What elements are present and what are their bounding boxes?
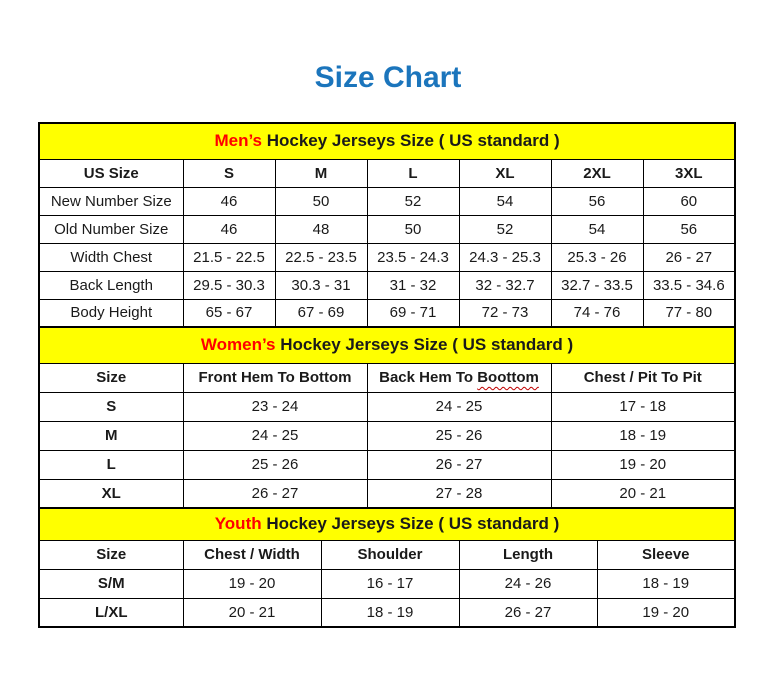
column-header: Size: [39, 363, 183, 392]
mens-section-title-accent: Men’s: [214, 131, 262, 151]
column-header: Front Hem To Bottom: [183, 363, 367, 392]
table-row: [39, 215, 735, 243]
mens-section-title: [39, 123, 735, 159]
cell: 56: [551, 187, 643, 215]
cell: 67 - 69: [275, 299, 367, 327]
cell: 26 - 27: [459, 598, 597, 627]
column-header: 2XL: [551, 159, 643, 187]
cell: 24.3 - 25.3: [459, 243, 551, 271]
womens-column-header-row: [39, 363, 735, 392]
table-row: [39, 569, 735, 598]
row-label: L: [39, 450, 183, 479]
cell: 50: [367, 215, 459, 243]
womens-section-title-rest: Hockey Jerseys Size ( US standard ): [275, 335, 574, 355]
cell: 24 - 25: [367, 392, 551, 421]
column-header: Size: [39, 540, 183, 569]
womens-section-title: [39, 327, 735, 363]
page-title: Size Chart: [314, 61, 462, 94]
youth-column-header-row: [39, 540, 735, 569]
column-header: Shoulder: [321, 540, 459, 569]
row-label: L/XL: [39, 598, 183, 627]
cell: 65 - 67: [183, 299, 275, 327]
column-header: L: [367, 159, 459, 187]
table-row: [39, 392, 735, 421]
womens-section-title-accent: Women’s: [200, 335, 276, 355]
row-label: Width Chest: [39, 243, 183, 271]
back-hem-prefix: Back Hem To: [379, 369, 478, 386]
youth-section-title-rest: Hockey Jerseys Size ( US standard ): [261, 514, 560, 534]
cell: 32.7 - 33.5: [551, 271, 643, 299]
cell: 19 - 20: [551, 450, 735, 479]
cell: 69 - 71: [367, 299, 459, 327]
youth-section-title: [39, 508, 735, 540]
womens-section-header-row: [39, 327, 735, 363]
cell: 32 - 32.7: [459, 271, 551, 299]
cell: 17 - 18: [551, 392, 735, 421]
cell: 25.3 - 26: [551, 243, 643, 271]
column-header: M: [275, 159, 367, 187]
cell: 52: [459, 215, 551, 243]
cell: 60: [643, 187, 735, 215]
cell: 27 - 28: [367, 479, 551, 508]
row-label: Old Number Size: [39, 215, 183, 243]
cell: 19 - 20: [597, 598, 735, 627]
cell: 25 - 26: [183, 450, 367, 479]
table-row: [39, 187, 735, 215]
cell: 26 - 27: [643, 243, 735, 271]
mens-section-title-rest: Hockey Jerseys Size ( US standard ): [262, 131, 560, 151]
cell: 24 - 26: [459, 569, 597, 598]
cell: 25 - 26: [367, 421, 551, 450]
column-header-back-hem: [367, 363, 551, 392]
column-header: Length: [459, 540, 597, 569]
youth-size-table: [38, 507, 736, 628]
column-header: Sleeve: [597, 540, 735, 569]
cell: 29.5 - 30.3: [183, 271, 275, 299]
cell: 31 - 32: [367, 271, 459, 299]
table-row: [39, 450, 735, 479]
cell: 52: [367, 187, 459, 215]
cell: 30.3 - 31: [275, 271, 367, 299]
cell: 21.5 - 22.5: [183, 243, 275, 271]
cell: 22.5 - 23.5: [275, 243, 367, 271]
row-label: Body Height: [39, 299, 183, 327]
cell: 33.5 - 34.6: [643, 271, 735, 299]
cell: 20 - 21: [183, 598, 321, 627]
cell: 24 - 25: [183, 421, 367, 450]
cell: 18 - 19: [321, 598, 459, 627]
table-row: [39, 271, 735, 299]
cell: 23.5 - 24.3: [367, 243, 459, 271]
column-header: Chest / Pit To Pit: [551, 363, 735, 392]
back-hem-misspelled-word: Boottom: [477, 369, 539, 386]
column-header: US Size: [39, 159, 183, 187]
row-label: New Number Size: [39, 187, 183, 215]
mens-column-header-row: [39, 159, 735, 187]
cell: 20 - 21: [551, 479, 735, 508]
cell: 18 - 19: [597, 569, 735, 598]
mens-size-table: [38, 122, 736, 328]
cell: 54: [459, 187, 551, 215]
row-label: XL: [39, 479, 183, 508]
youth-section-title-accent: Youth: [214, 514, 262, 534]
table-row: [39, 421, 735, 450]
cell: 46: [183, 215, 275, 243]
row-label: Back Length: [39, 271, 183, 299]
cell: 19 - 20: [183, 569, 321, 598]
column-header: Chest / Width: [183, 540, 321, 569]
cell: 74 - 76: [551, 299, 643, 327]
cell: 72 - 73: [459, 299, 551, 327]
table-row: [39, 479, 735, 508]
cell: 26 - 27: [183, 479, 367, 508]
cell: 77 - 80: [643, 299, 735, 327]
row-label: S/M: [39, 569, 183, 598]
column-header: 3XL: [643, 159, 735, 187]
womens-size-table: [38, 326, 736, 509]
column-header: XL: [459, 159, 551, 187]
column-header: S: [183, 159, 275, 187]
cell: 46: [183, 187, 275, 215]
table-row: [39, 598, 735, 627]
table-row: [39, 299, 735, 327]
cell: 56: [643, 215, 735, 243]
table-row: [39, 243, 735, 271]
row-label: S: [39, 392, 183, 421]
cell: 50: [275, 187, 367, 215]
mens-section-header-row: [39, 123, 735, 159]
cell: 16 - 17: [321, 569, 459, 598]
row-label: M: [39, 421, 183, 450]
youth-section-header-row: [39, 508, 735, 540]
cell: 54: [551, 215, 643, 243]
cell: 48: [275, 215, 367, 243]
cell: 18 - 19: [551, 421, 735, 450]
size-tables-container: [38, 122, 734, 628]
cell: 26 - 27: [367, 450, 551, 479]
cell: 23 - 24: [183, 392, 367, 421]
